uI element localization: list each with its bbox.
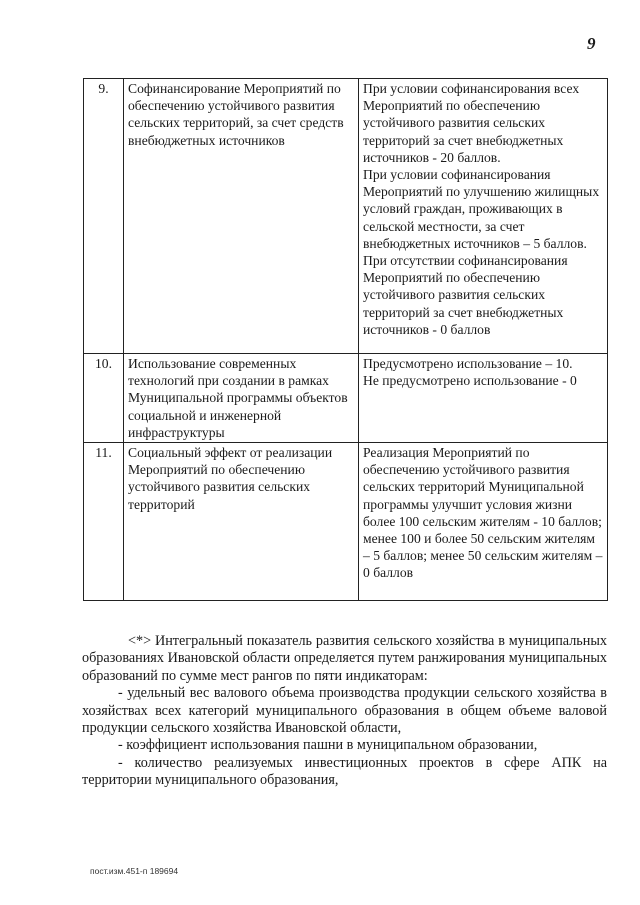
document-stamp: пост.изм.451-п 189694 (90, 866, 179, 876)
score-text: При условии софинансирования Мероприятий по улучшению жилищных условий граждан, проживающих в сельской местности, за счет внебюджетных источников – 5 баллов. (363, 167, 600, 251)
footnote-intro: <*> Интегральный показатель развития сельского хозяйства в муниципальных образованиях Ивановской области определяется путем ранжирования муниципальных образований по сумме мест рангов по пяти индикаторам: (82, 633, 607, 684)
row-number: 9. (84, 79, 124, 354)
indicator-item: - количество реализуемых инвестиционных проектов в сфере АПК на территории муниципального образования, (82, 754, 607, 789)
row-number: 10. (84, 354, 124, 443)
score-text: При условии софинансирования всех Мероприятий по обеспечению устойчивого развития сельских территорий за счет внебюджетных источников - 20 баллов. (363, 81, 580, 165)
indicator-item: - удельный вес валового объема производства продукции сельского хозяйства в хозяйствах всех категорий муниципального образования в общем объеме валовой продукции сельского хозяйства Ивановской области, (82, 685, 607, 737)
indicator-item: - коэффициент использования пашни в муниципальном образовании, (118, 737, 538, 754)
criteria-table (83, 78, 608, 601)
score-text: Реализация Мероприятий по обеспечению устойчивого развития сельских территорий Муниципальной программы улучшит условия жизни более 100 сельским жителям - 10 баллов; менее 100 и более 50 сельским жителям – 5 баллов; менее 50 сельским жителям – 0 баллов (363, 445, 603, 581)
page-number: 9 (587, 34, 596, 53)
score-text: При отсутствии софинансирования Мероприятий по обеспечению устойчивого развития сельских территорий за счет внебюджетных источников - 0 баллов (363, 253, 568, 337)
footnote (82, 633, 607, 790)
score-text: Предусмотрено использование – 10. (363, 356, 573, 371)
criterion-name: Софинансирование Мероприятий по обеспечению устойчивого развития сельских территорий, за счет средств внебюджетных источников (124, 79, 359, 354)
criterion-name: Использование современных технологий при создании в рамках Муниципальной программы объектов социальной и инженерной инфраструктуры (124, 354, 359, 443)
criterion-score (359, 443, 608, 601)
criterion-score (359, 79, 608, 354)
table-row (84, 443, 608, 601)
criterion-name: Социальный эффект от реализации Мероприятий по обеспечению устойчивого развития сельских территорий (124, 443, 359, 601)
criterion-score (359, 354, 608, 443)
score-text: Не предусмотрено использование - 0 (363, 373, 577, 389)
table-row (84, 79, 608, 354)
row-number: 11. (84, 443, 124, 601)
table-row (84, 354, 608, 443)
